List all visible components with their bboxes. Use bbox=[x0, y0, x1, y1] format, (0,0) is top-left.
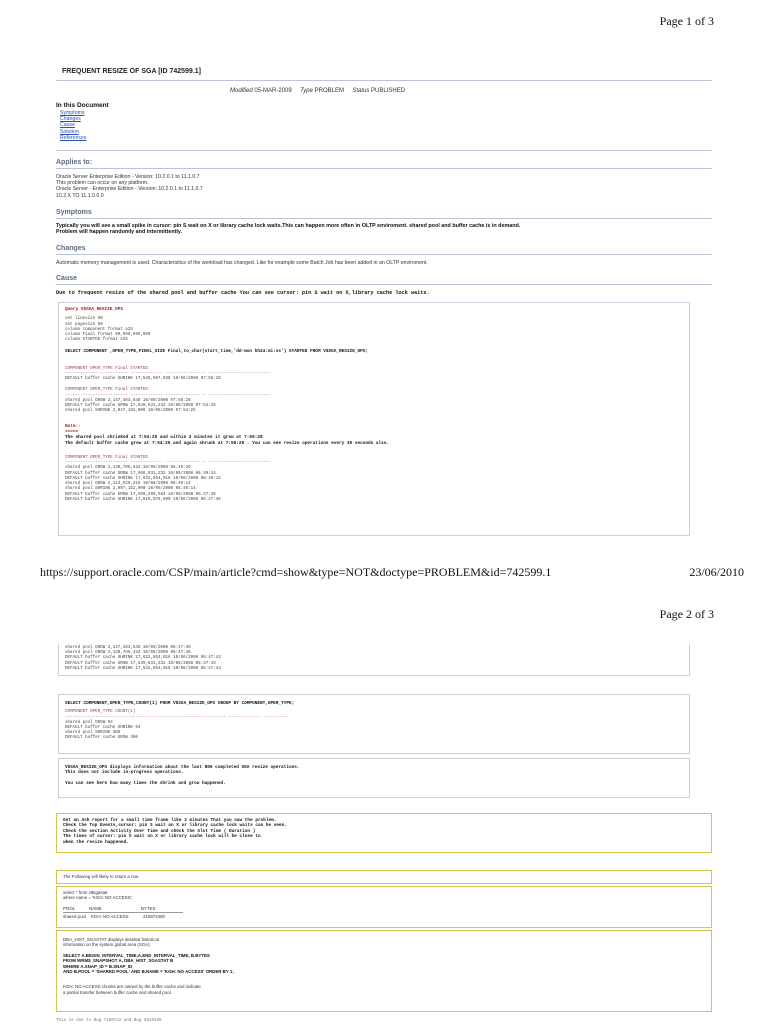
code-line: COMPONENT OPER_TYPE Final STARTED bbox=[65, 366, 148, 371]
toc-divider bbox=[56, 150, 712, 151]
code-line: COMPONENT OPER_TYPE Final STARTED bbox=[65, 388, 148, 393]
toc-link-symptoms[interactable]: Symptoms bbox=[60, 110, 85, 116]
symptoms-heading: Symptoms bbox=[56, 209, 92, 216]
cause-heading: Cause bbox=[56, 275, 78, 282]
code-block-continued bbox=[58, 644, 690, 676]
code-line: DEFAULT buffer cache SHRINK 17,632,854,016 10/06/2008 06:49:14 bbox=[65, 476, 221, 481]
note-rule: ===== bbox=[65, 429, 79, 435]
sgastat-row bbox=[63, 914, 705, 919]
code-line: This does not include in-progress operations. bbox=[65, 770, 184, 776]
code-line: shared pool SHRINK 2,097,152,000 10/06/2008 06:49:14 bbox=[65, 487, 196, 492]
code-line: shared pool SHRINK 2,047,152,000 10/06/2008 07:54:25 bbox=[65, 409, 196, 414]
symptoms-line: Problem will happen randomly and intermittently. bbox=[56, 229, 182, 236]
applies-divider bbox=[56, 168, 712, 169]
page-number: Page 1 of 3 bbox=[659, 14, 714, 28]
hist-line: DBA_HIST_SGASTAT displays detailed historical bbox=[63, 937, 159, 942]
sgastat-header bbox=[63, 906, 705, 911]
modified-value: 05-MAR-2009 bbox=[254, 88, 292, 94]
code-line: set linesize 90 bbox=[65, 317, 103, 322]
hist-line: information on the system global area (SGA). bbox=[63, 942, 151, 948]
return-row-text: The Following will likely to return a row. bbox=[63, 874, 140, 879]
ash-line: when the resize happened. bbox=[63, 839, 129, 845]
applies-line: 10.2.X TO 11.1.0.6.0 bbox=[56, 192, 104, 199]
in-this-document-heading: In this Document bbox=[56, 102, 109, 109]
code-line: DEFAULT buffer cache GROW 17,599,299,584 10/06/2008 06:47:46 bbox=[65, 492, 216, 497]
hist-query-line: SELECT A.BEGIN_INTERVAL_TIME,A.END_INTERVAL_TIME, B.BYTES bbox=[63, 952, 210, 958]
sgastat-line: select * from v$sgastat bbox=[63, 890, 108, 895]
return-row-box bbox=[56, 870, 712, 884]
code-line: shared pool GROW 2,113,929,216 10/06/2008 06:49:14 bbox=[65, 482, 191, 487]
article-meta bbox=[230, 88, 405, 94]
applies-to-text bbox=[56, 174, 203, 199]
sgastat-rule bbox=[63, 912, 183, 913]
status-value: PUBLISHED bbox=[371, 88, 406, 94]
code-line: shared pool GROW 2,147,483,648 10/06/2008 07:56:28 bbox=[65, 398, 191, 403]
toc-link-solution[interactable]: Solution bbox=[60, 128, 79, 135]
bottom-cut-text: This is due to Bug 7189722 and Bug 6528336 bbox=[56, 1019, 162, 1023]
type-value: PROBLEM bbox=[314, 88, 344, 94]
sgastat-col-pool: POOL bbox=[63, 905, 76, 911]
code-line: ------------------------- ------------- ---------------- ------------------------- bbox=[65, 372, 272, 377]
code-line: DEFAULT buffer cache GROW 17,649,631,232 10/06/2008 06:47:43 bbox=[65, 661, 216, 666]
code-line: DEFAULT buffer cache SHRINK 17,548,967,936 10/06/2008 07:56:28 bbox=[65, 377, 221, 382]
modified-label: Modified bbox=[230, 88, 253, 94]
applies-to-heading: Applies to: bbox=[56, 159, 93, 166]
code-line: shared pool GROW 2,130,706,432 10/06/2008 06:47:46 bbox=[65, 651, 191, 656]
code-line: DEFAULT buffer cache GROW 306 bbox=[65, 736, 138, 741]
code-select: SELECT COMPONENT,OPER_TYPE,COUNT(1) FROM V$SGA_RESIZE_OPS GROUP BY COMPONENT,OPER_TYPE; bbox=[65, 701, 295, 706]
code-title: Query V$SGA_RESIZE_OPS bbox=[65, 307, 123, 312]
code-line: You can see here how many times the shrink and grow happened. bbox=[65, 780, 226, 786]
code-line: shared pool GROW 2,147,483,648 10/06/2008 06:47:46 bbox=[65, 646, 191, 650]
code-select: SELECT COMPONENT ,OPER_TYPE,FINAL_SIZE Final,to_char(start_time,'dd-mon hh24:mi:ss') STARTED FROM V$SGA_RESIZE_OPS; bbox=[65, 349, 369, 355]
applies-line: This problem can occur on any platform. bbox=[56, 180, 149, 187]
ash-line: Get an Ash report for a small time frame like 2 minutes That you saw the problem. bbox=[63, 818, 277, 823]
page-number: Page 2 of 3 bbox=[659, 607, 714, 621]
type-label: Type bbox=[300, 88, 313, 94]
toc-links bbox=[60, 110, 87, 141]
hist-query-line: WHERE A.SNAP_ID = B.SNAP_ID bbox=[63, 963, 133, 969]
note-label: Note:- bbox=[65, 424, 81, 430]
code-block-resize-note bbox=[58, 758, 690, 798]
code-line: DEFAULT buffer cache GROW 17,649,631,232 10/06/2008 07:54:25 bbox=[65, 404, 216, 409]
sgastat-cell: shared pool bbox=[63, 914, 86, 920]
kgh-line: KGH: NO ACCESS chunks are owned by the buffer cache and indicate bbox=[63, 984, 201, 990]
footer-date: 23/06/2010 bbox=[689, 565, 744, 579]
symptoms-divider bbox=[56, 218, 712, 219]
kgh-line: a partial transfer between buffer cache and shared pool. bbox=[63, 989, 172, 995]
applies-line: Oracle Server - Enterprise Edition - Version: 10.2.0.1 to 11.1.0.7 bbox=[56, 186, 203, 193]
dba-hist-box bbox=[56, 930, 712, 1012]
ash-report-box bbox=[56, 813, 712, 853]
code-line: ------------------------- ------------- ---------------- ------------------------- bbox=[65, 393, 272, 398]
code-line: ------------------------- ------------- ---------------- ------------------------- bbox=[65, 461, 272, 466]
code-line: DEFAULT buffer cache SHRINK 94 bbox=[65, 726, 141, 731]
code-line: DEFAULT buffer cache SHRINK 17,616,076,800 10/06/2008 06:47:46 bbox=[65, 497, 221, 502]
note-line: The shared pool shrinked at 7:54:25 and within 2 minutes it grew at 7:56:28 bbox=[65, 435, 263, 441]
cause-text: Due to frequent resize of the shared pool and buffer cache You can see cursor: pin S wait on X,library cache lock waits. bbox=[56, 290, 430, 296]
changes-divider bbox=[56, 254, 712, 255]
footer-url: https://support.oracle.com/CSP/main/article?cmd=show&type=NOT&doctype=PROBLEM&id=742599.1 bbox=[40, 565, 552, 579]
code-line: COMPONENT OPER_TYPE COUNT(1) bbox=[65, 710, 136, 715]
ash-line: Check the section Activity Over Time and check the Slot Time ( Duration ) bbox=[63, 828, 256, 834]
code-line: V$SGA_RESIZE_OPS displays information about the last 800 completed SGA resize operations. bbox=[65, 765, 300, 770]
code-line: COMPONENT OPER_TYPE Final STARTED bbox=[65, 456, 148, 461]
sgastat-line: where name = 'KGH: NO ACCESS'; bbox=[63, 895, 133, 901]
changes-heading: Changes bbox=[56, 245, 86, 252]
applies-line: Oracle Server Enterprise Edition - Version: 10.2.0.1 to 11.1.0.7 bbox=[56, 174, 200, 180]
note-line: The default buffer cache grew at 7:54:25 and again shrunk at 7:56:28 . You can see resize operations every 30 seconds also. bbox=[65, 440, 390, 446]
article-title: FREQUENT RESIZE OF SGA [ID 742599.1] bbox=[62, 68, 201, 75]
cause-divider bbox=[56, 284, 712, 285]
symptoms-text bbox=[56, 223, 520, 236]
code-block-count bbox=[58, 694, 690, 754]
sgastat-cell: KGH: NO ACCESS bbox=[91, 914, 129, 920]
sgastat-col-bytes: BYTES bbox=[141, 905, 156, 911]
toc-link-references[interactable]: References bbox=[60, 134, 87, 141]
symptoms-line: Typically you will see a small spike in cursor: pin S wait on X or library cache lock waits.This can happen more often in OLTP enviroment. shared pool and buffer cache is in demand. bbox=[56, 223, 521, 229]
code-line: DEFAULT buffer cache SHRINK 17,632,854,016 10/06/2008 06:47:43 bbox=[65, 666, 221, 671]
sgastat-cell: 216572480 bbox=[143, 914, 165, 920]
code-line: column STARTED format A25 bbox=[65, 338, 128, 343]
code-block-resize-ops bbox=[58, 302, 690, 536]
toc-link-cause[interactable]: Cause bbox=[60, 122, 75, 129]
code-line: shared pool GROW 94 bbox=[65, 720, 113, 725]
code-line: shared pool GROW 2,130,706,432 10/06/2008 06:49:20 bbox=[65, 466, 191, 471]
sgastat-box bbox=[56, 886, 712, 928]
hist-query-line: AND B.POOL = 'SHARED POOL' AND B.NAME = 'KGH: NO ACCESS' ORDER BY 1; bbox=[63, 969, 234, 975]
ash-line: The times of cursor: pin S wait on X or library cache lock will be close to bbox=[63, 834, 261, 840]
code-line: shared pool SHRINK 306 bbox=[65, 731, 121, 736]
status-label: Status bbox=[352, 88, 370, 94]
title-divider bbox=[56, 80, 712, 81]
code-line: column Final format 99,999,999,999 bbox=[65, 333, 151, 338]
code-line: DEFAULT buffer cache SHRINK 17,632,854,016 10/06/2008 06:47:43 bbox=[65, 656, 221, 661]
code-line: DEFAULT buffer cache GROW 17,666,031,232 10/06/2008 06:49:14 bbox=[65, 471, 216, 476]
hist-query-line: FROM WRM$_SNAPSHOT A, DBA_HIST_SGASTAT B bbox=[63, 958, 174, 964]
changes-text: Automatic memory management is used. Characteristics of the workload has changed. Like for example some Batch Job has been added in an OLTP enviroment. bbox=[56, 260, 428, 266]
code-line: ---------------------------------------------------------------- ------------- ---------- bbox=[65, 715, 289, 720]
ash-line: Check the Top Events,cursor: pin S wait on X or library cache lock waits can be seen. bbox=[63, 823, 287, 829]
code-line: column component format a25 bbox=[65, 327, 133, 332]
sgastat-col-name: NAME bbox=[89, 905, 102, 911]
toc-link-changes[interactable]: Changes bbox=[60, 116, 81, 123]
code-line: set pagesize 60 bbox=[65, 322, 103, 327]
